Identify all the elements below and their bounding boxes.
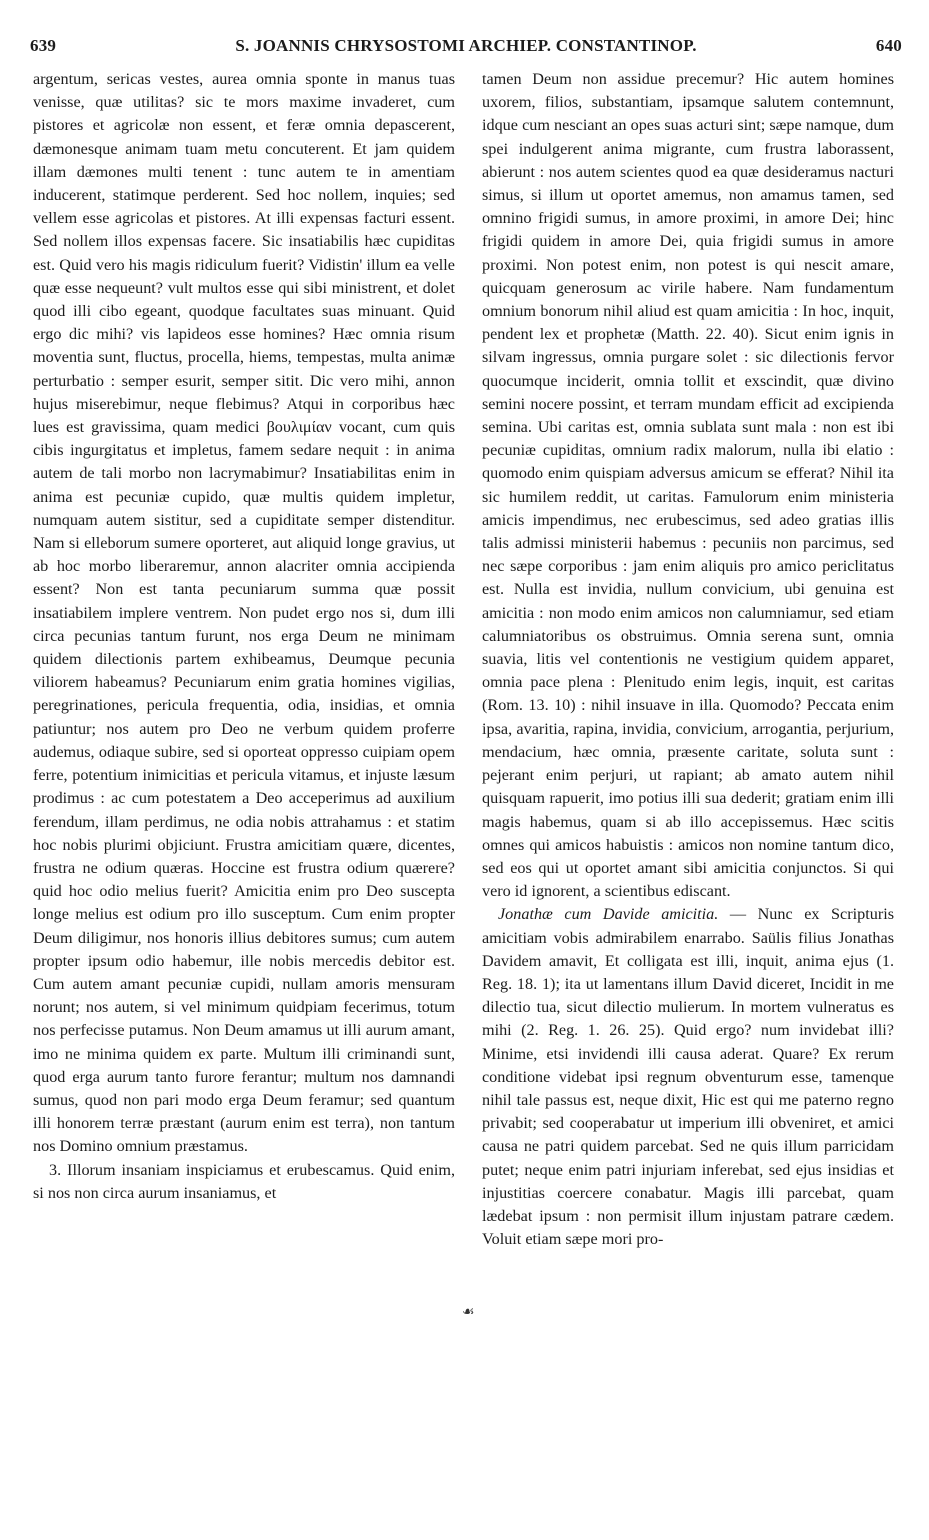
page-number-left: 639 — [30, 36, 57, 55]
right-paragraph-1: tamen Deum non assidue precemur? Hic autem homines uxorem, filios, substantiam, ipsamque salutem contemnunt, idque cum nesciant an opes suas acturi sint; sæpe namque, dum spei indulgerent anima migrante, cum frustra laborassent, abierunt : nos autem scientes quod ea quæ desideramus nacturi simus, si illum ut oportet amemus, non amamus tamen, sed omnino frigidi sumus, in amore proximi, in amore Dei; hinc frigidi quidem in amore Dei, quia frigidi sumus in amore proximi. Non potest enim, non potest is qui nescit amare, quicquam generosum ac virile habere. Nam fundamentum omnium bonorum nihil aliud est quam amicitia : In hoc, inquit, pendent lex et prophetæ (Matth. 22. 40). Sicut enim ignis in silvam ingressus, omnia purgare solet : sic dilectionis fervor quocumque inciderit, omnia tollit et exscindit, quæ divino semini nocere possint, et terram mundam efficit ad excipienda semina. Ubi caritas est, omnia sublata sunt mala : non est ibi pecuniæ cupiditas, omnium radix malorum, nulla ibi elatio : quomodo enim quispiam adversus amicum se efferat? Nihil ita sic humilem reddit, ut caritas. Famulorum enim ministeria amicis impendimus, nec erubescimus, sed adeo gratias illis talis admissi ministerii habemus : pecuniis non parcimus, sed nec sæpe corporibus : jam enim aliquis pro amico periclitatus est. Nulla est invidia, nullum convicium, ubi genuina est amicitia : non modo enim amicos non calumniamur, sed etiam calumniatoribus os obstruimus. Omnia serena sunt, omnia suavia, litis vel contentionis ne vestigium quidem apparet, omnia pace plena : Plenitudo enim legis, inquit, est caritas (Rom. 13. 10) : nihil insuave in illa. Quomodo? Peccata enim ipsa, avaritia, rapina, invidia, convicium, arrogantia, perjurium, mendacium, hæc omnia, præsente caritate, soluta sunt : pejerant enim perjuri, ut rapiant; ab amato autem nihil quisquam rapuerit, imo potius illi sua dederit; gratiam enim illi magis habemus, quam si ab illo accepissemus. Hæc scitis omnes qui amicos habuistis : amicos non nomine tantum dico, sed eos qui ut oportet amant sibi amicitia conjunctos. Si qui vero id ignorent, a scientibus ediscant. — [482, 70, 894, 901]
left-paragraph-2: 3. Illorum insaniam inspiciamus et erubescamus. Quid enim, si nos non circa aurum insaniamus, et — [33, 1160, 455, 1202]
margin-marker: ☙ — [462, 1305, 475, 1320]
right-column — [482, 68, 894, 1251]
running-header — [30, 30, 902, 64]
page-number-right: 640 — [875, 36, 902, 55]
section-rubric: Jonathæ cum Davide amicitia. — [498, 905, 719, 924]
left-column — [33, 68, 455, 1205]
right-paragraph-2 — [482, 903, 894, 1251]
right-paragraph-2-text: — Nunc ex Scripturis amicitiam vobis admirabilem enarrabo. Saülis filius Jonathas Davidem amavit, Et colligata est illi, inquit, anima ejus (1. Reg. 18. 1); ita ut lamentans illum David diceret, Incidit in me dilectio tua, sicut dilectio mulierum. In mortem vulneratus es mihi (2. Reg. 1. 26. 25). Quid ergo? num invidebat illi? Minime, etsi invidendi illi causa aderat. Quare? Ex rerum conditione videbat ipsi regnum obventurum esse, tamenque nihil tale passus est, neque dixit, Hic est qui me paterno regno privabit; sed cooperabatur ut imperium illi obveniret, et amici causa ne patri quidem parcebat. Sed ne quis illum parricidam putet; neque enim patri injuriam inferebat, sed ejus insidias et injustitias coercere conabatur. Magis illi parcebat, quam lædebat ipsum : non permisit illum injustam patrare cædem. Voluit etiam sæpe mori pro- — [482, 905, 895, 1249]
left-paragraph-1: argentum, sericas vestes, aurea omnia sponte in manus tuas venisse, quæ utilitas? sic te mors maxime invaderet, cum pistores et agricolæ non essent, et feræ omnia depascerent, dæmonesque animam tuam metu concuterent. Et jam quidem illam dæmones multi tenent : tunc autem te in amentiam inducerent, statimque perderent. Sed hoc nollem, inquies; sed vellem esse agricolas et pistores. At illi expensas facturi essent. Sed nollem illos expensas facere. Sic insatiabilis hæc cupiditas est. Quid vero his magis ridiculum fuerit? Vidistin' illum ea velle quæ esse nequeunt? vult multos esse qui sibi ministrent, et dolet quod illi cibo egeant, quodque facultates suas minuant. Quid ergo dic mihi? vis lapideos esse homines? Hæc omnia risum moventia sunt, fluctus, procella, hiems, tempestas, multa animæ perturbatio : semper esurit, semper sitit. Dic vero mihi, annon hujus miserebimur, neque flebimus? Atqui in corporibus hæc lues est gravissima, quam medici βουλιμίαν vocant, cum quis cibis ingurgitatus et impletus, famem sedare nequit : in anima autem de tali morbo non lacrymabimur? Insatiabilitas enim in anima est pecuniæ cupido, quæ multis quidem impletur, numquam autem sistitur, sed a cupiditate semper distenditur. Nam si elleborum sumere oporteret, aut aliquid longe gravius, ut ab hoc morbo liberaremur, annon alacriter omnia accipienda essent? Non est tanta pecuniarum summa quæ possit insatiabilem implere ventrem. Non pudet ergo nos si, dum illi circa pecunias tantum furunt, nos erga Deum ne minimam quidem dilectionis partem exhibeamus, Deumque pecunia viliorem habeamus? Pecuniarum enim gratia homines vigilias, peregrinationes, pericula frequentia, odia, insidias, et omnia patiuntur; nos autem pro Deo ne verbum quidem proferre audemus, odiaque subire, sed si oporteat oppresso cuipiam opem ferre, potentium inimicitias et pericula vitamus, et injuste læsum prodimus : ac cum potestatem a Deo acceperimus ad auxilium ferendum, illam perdimus, ne odia nobis attrahamus : et statim hoc nobis plurimi objiciunt. Frustra amicitiam quære, dicentes, frustra ne odium quæras. Hoccine est frustra odium quærere? quid hoc odio melius fuerit? Amicitia enim pro Deo suscepta longe melius est odium pro illo susceptum. Cum enim propter Deum diligimur, nos honoris illius debitores sumus; cum autem propter ipsum odio habemur, ille nobis mercedis debitor est. Cum autem amant pecuniæ cupidi, nullam amoris mensuram norunt; nos autem, si vel minimum quidpiam fecerimus, totum nos perfecisse putamus. Non Deum amamus ut illi aurum amant, imo ne minima quidem ex parte. Multum illi criminandi sunt, quod erga aurum tanto furore ferantur; multum nos damnandi sumus, quod non pari modo erga Deum feramur; sed quantum illi honorem terræ præstant (aurum enim est terra), non tantum nos Domino omnium præstamus. — [33, 70, 455, 1156]
running-title: S. JOANNIS CHRYSOSTOMI ARCHIEP. CONSTANTINOP. — [235, 36, 697, 55]
